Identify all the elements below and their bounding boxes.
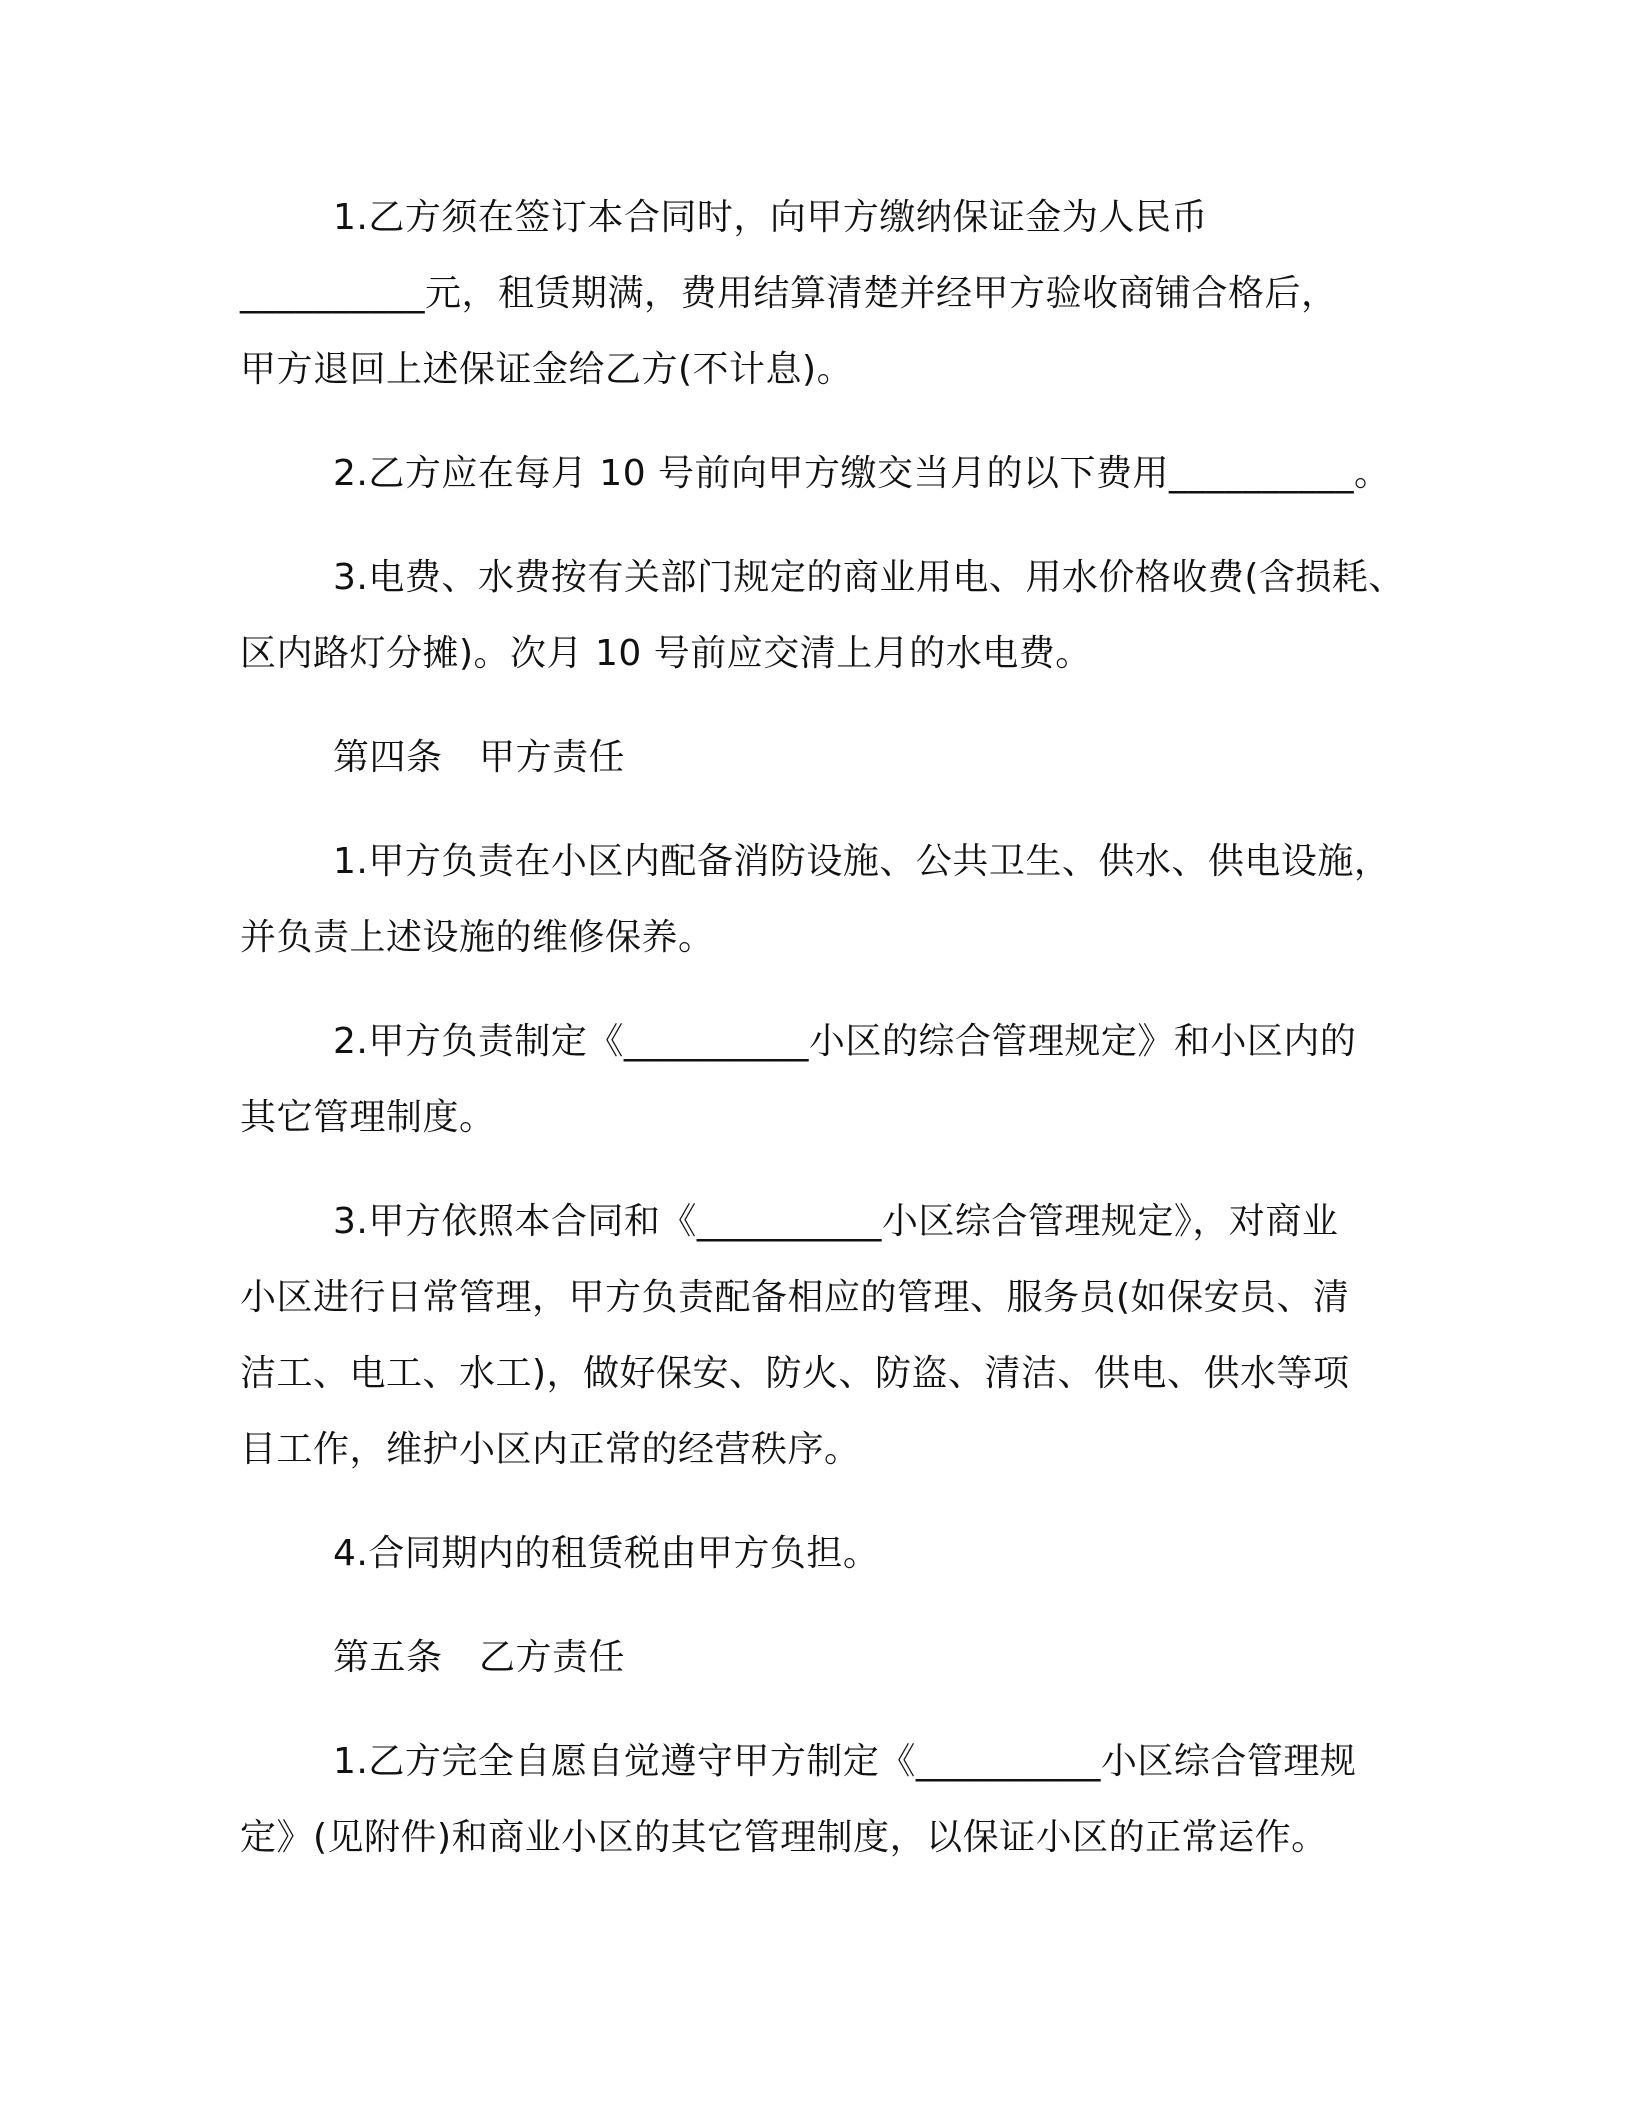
text-line: 4.合同期内的租赁税由甲方负担。 [333, 1533, 880, 1574]
text-line: 2.甲方负责制定《__________小区的综合管理规定》和小区内的 [333, 1021, 1357, 1062]
text-line: 洁工、电工、水工)，做好保安、防火、防盗、清洁、供电、供水等项 [240, 1353, 1350, 1394]
text-line: 1.甲方负责在小区内配备消防设施、公共卫生、供水、供电设施， [333, 841, 1391, 882]
text-line: 甲方退回上述保证金给乙方(不计息)。 [240, 349, 854, 390]
text-line: 定》(见附件)和商业小区的其它管理制度，以保证小区的正常运作。 [240, 1817, 1328, 1858]
text-line: 其它管理制度。 [240, 1097, 496, 1138]
text-line: 小区进行日常管理，甲方负责配备相应的管理、服务员(如保安员、清 [240, 1277, 1350, 1318]
text-line: 3.电费、水费按有关部门规定的商业用电、用水价格收费(含损耗、 [333, 557, 1405, 598]
text-line: __________元，租赁期满，费用结算清楚并经甲方验收商铺合格后， [240, 273, 1338, 314]
article-5-heading: 第五条 乙方责任 [333, 1637, 626, 1678]
text-line: 1.乙方须在签订本合同时，向甲方缴纳保证金为人民币 [333, 197, 1208, 238]
text-line: 2.乙方应在每月 10 号前向甲方缴交当月的以下费用__________。 [333, 453, 1391, 494]
text-line: 目工作，维护小区内正常的经营秩序。 [240, 1429, 861, 1470]
text-line: 1.乙方完全自愿自觉遵守甲方制定《__________小区综合管理规 [333, 1741, 1357, 1782]
article-4-heading: 第四条 甲方责任 [333, 737, 626, 778]
text-line: 区内路灯分摊)。次月 10 号前应交清上月的水电费。 [240, 633, 1092, 674]
text-line: 3.甲方依照本合同和《__________小区综合管理规定》，对商业 [333, 1201, 1339, 1242]
text-line: 并负责上述设施的维修保养。 [240, 917, 715, 958]
